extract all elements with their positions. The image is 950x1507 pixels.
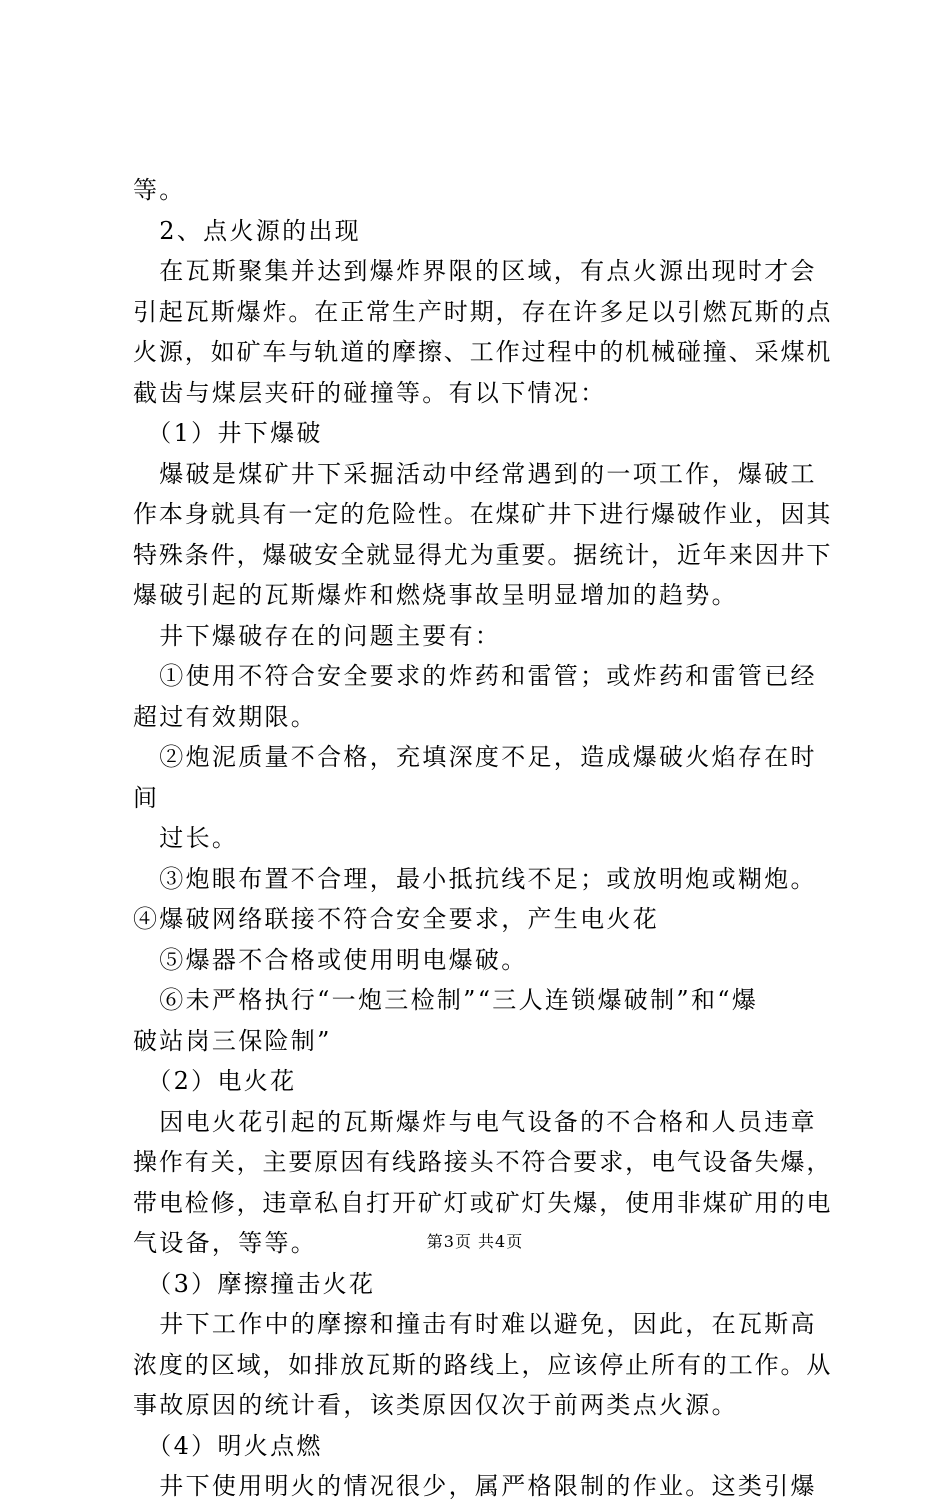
text-line: 操作有关，主要原因有线路接头不符合要求，电气设备失爆， [133,1148,833,1176]
text-line: 事故原因的统计看，该类原因仅次于前两类点火源。 [133,1391,738,1419]
list-item: ④爆破网络联接不符合安全要求，产生电火花 [133,905,659,933]
text-line: 作本身就具有一定的危险性。在煤矿井下进行爆破作业，因其 [133,500,833,528]
text-line: 浓度的区域，如排放瓦斯的路线上，应该停止所有的工作。从 [133,1350,833,1379]
list-item: ③炮眼布置不合理，最小抵抗线不足；或放明炮或糊炮。 [133,864,817,893]
text-line: 间 [133,783,160,812]
text-line: 等。 [133,176,186,204]
text-line: 引起瓦斯爆炸。在正常生产时期，存在许多足以引燃瓦斯的点 [133,297,833,326]
text-line: 井下工作中的摩擦和撞击有时难以避免，因此，在瓦斯高 [133,1310,817,1338]
text-line: 在瓦斯聚集并达到爆炸界限的区域，有点火源出现时才会 [133,257,817,285]
text-line: 火源，如矿车与轨道的摩擦、工作过程中的机械碰撞、采煤机 [133,338,833,366]
text-line: 爆破引起的瓦斯爆炸和燃烧事故呈明显增加的趋势。 [133,581,738,609]
list-item: ⑤爆器不合格或使用明电爆破。 [133,945,528,974]
subsection-heading: （2）电火花 [133,1067,297,1095]
text-line: 爆破是煤矿井下采掘活动中经常遇到的一项工作，爆破工 [133,459,817,488]
text-line: 因电火花引起的瓦斯爆炸与电气设备的不合格和人员违章 [133,1107,817,1136]
text-line: 特殊条件，爆破安全就显得尤为重要。据统计，近年来因井下 [133,540,833,569]
page-footer: 第3页 共4页 [426,1232,524,1251]
text-line: 破站岗三保险制” [133,1026,332,1055]
subsection-heading: （4）明火点燃 [133,1431,323,1460]
list-item: ①使用不符合安全要求的炸药和雷管；或炸药和雷管已经 [133,662,817,690]
text-line: 截齿与煤层夹矸的碰撞等。有以下情况： [133,378,607,407]
text-line: 带电检修，违章私自打开矿灯或矿灯失爆，使用非煤矿用的电 [133,1188,833,1217]
list-item: ②炮泥质量不合格，充填深度不足，造成爆破火焰存在时 [133,743,817,771]
section-heading: 2、点火源的出现 [133,216,361,245]
subsection-heading: （1）井下爆破 [133,419,323,447]
text-line: 井下爆破存在的问题主要有： [133,621,502,650]
subsection-heading: （3）摩擦撞击火花 [133,1269,376,1298]
text-line: 气设备，等等。 [133,1229,318,1257]
document-body [133,170,833,1507]
text-line: 超过有效期限。 [133,702,318,731]
list-item: ⑥未严格执行“一炮三检制”“三人连锁爆破制”和“爆 [133,986,759,1014]
text-line: 井下使用明火的情况很少，属严格限制的作业。这类引爆 [133,1472,817,1500]
text-line: 过长。 [133,824,239,852]
